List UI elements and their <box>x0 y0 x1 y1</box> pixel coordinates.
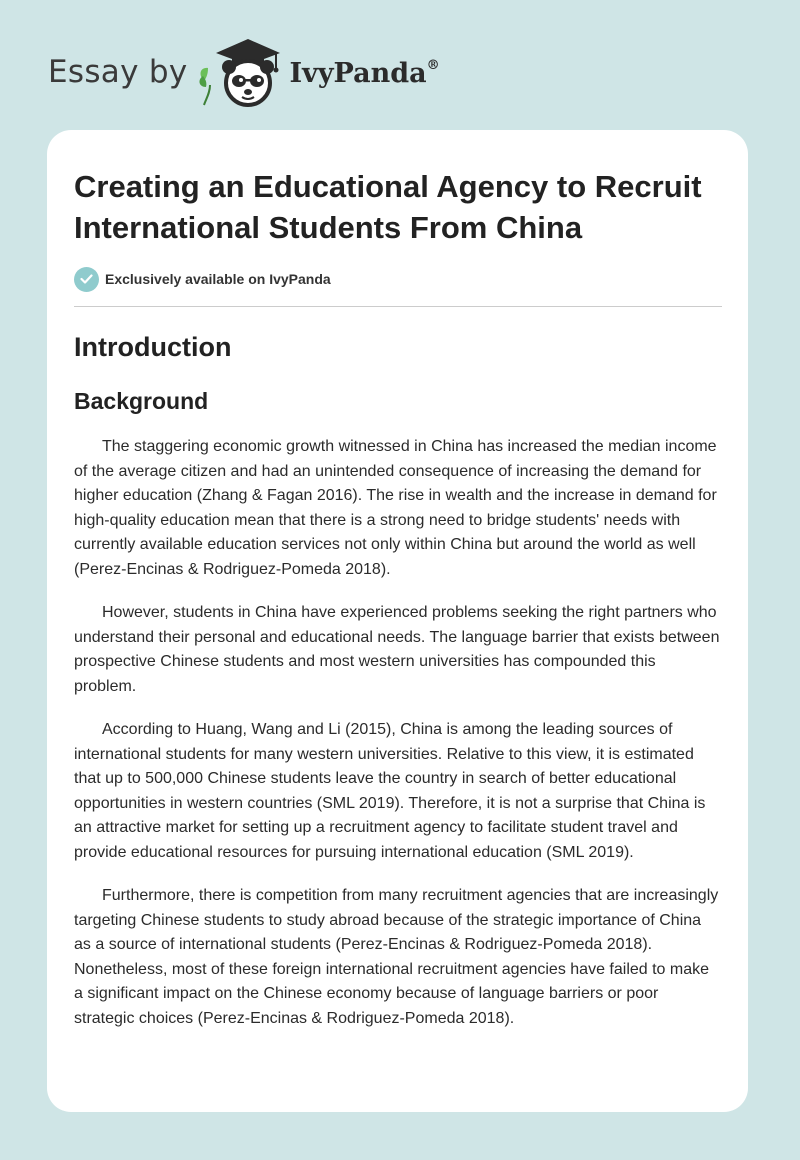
essay-by-label: Essay by <box>48 54 188 90</box>
ivypanda-logo[interactable] <box>196 35 440 109</box>
essay-card <box>47 130 748 1112</box>
paragraph: However, students in China have experienced problems seeking the right partners who understand their personal and educational needs. The language barrier that exists between prospective Chinese students and most western universities has compounded this problem. <box>74 604 720 695</box>
divider <box>74 306 722 307</box>
page-title: Creating an Educational Agency to Recruit International Students From China <box>74 169 702 245</box>
site-header <box>48 36 440 108</box>
paragraph: Furthermore, there is competition from many recruitment agencies that are increasingly targeting Chinese students to study abroad because of the strategic importance of China as a source of international students (Perez-Encinas & Rodriguez-Pomeda 2018). Nonetheless, most of these foreign international recruitment agencies have failed to make a significant impact on the Chinese economy because of language barriers or poor strategic choices (Perez-Encinas & Rodriguez-Pomeda 2018). <box>74 887 719 1027</box>
paragraph: According to Huang, Wang and Li (2015), China is among the leading sources of international students for many western universities. Relative to this view, it is estimated that up to 500,000 Chinese students leave the country in search of better educational opportunities in western countries (SML 2019). Therefore, it is not a surprise that China is an attractive market for setting up a recruitment agency to facilitate student travel and provide educational resources for pursuing international education (SML 2019). <box>74 721 706 861</box>
check-icon <box>74 267 99 292</box>
subsection-heading-background: Background <box>74 388 209 414</box>
paragraph: The staggering economic growth witnessed in China has increased the median income of the average citizen and had an unintended consequence of increasing the demand for higher education (Zhang & Fagan 2016). The rise in wealth and the increase in demand for high-quality education mean that there is a strong need to bridge students' needs with currently available education services not only within China but around the world as well (Perez-Encinas & Rodriguez-Pomeda 2018). <box>74 438 717 578</box>
exclusive-label: Exclusively available on IvyPanda <box>105 271 331 287</box>
trademark-symbol: ® <box>426 57 440 73</box>
section-heading-introduction: Introduction <box>74 332 232 362</box>
panda-graduate-icon <box>196 35 286 109</box>
brand-name: IvyPanda® <box>289 57 440 89</box>
exclusive-badge <box>74 266 722 292</box>
